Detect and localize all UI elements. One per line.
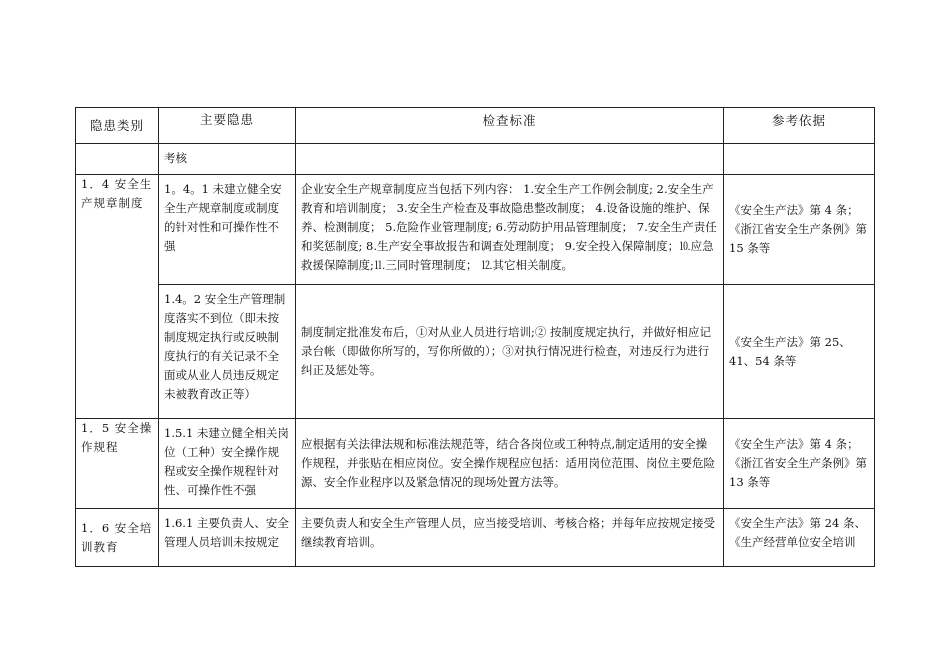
row-category-cell: 1．6 安全培训教育 xyxy=(76,509,159,567)
row-reference-cell: 《安全生产法》第 24 条、《生产经营单位安全培训 xyxy=(724,509,875,567)
header-reference-basis: 参考依据 xyxy=(724,108,875,144)
row-hazard-cell: 1.5.1 未建立健全相关岗位（工种）安全操作规程或安全操作规程针对性、可操作性不强 xyxy=(159,419,296,509)
row-hazard-cell: 考核 xyxy=(159,144,296,175)
table-row xyxy=(76,419,875,509)
row-hazard-cell: 1.6.1 主要负责人、安全管理人员培训未按规定 xyxy=(159,509,296,567)
row-standard-cell: 制度制定批准发布后，①对从业人员进行培训;② 按制度规定执行，并做好相应记录台帐（即做你所写的，写你所做的）；③对执行情况进行检查，对违反行为进行纠正及惩处等。 xyxy=(296,285,724,419)
row-standard-cell: 应根据有关法律法规和标准法规范等，结合各岗位或工种特点,制定适用的安全操作规程，并张贴在相应岗位。安全操作规程应包括：适用岗位范围、岗位主要危险源、安全作业程序以及紧急情况的现场处置方法等。 xyxy=(296,419,724,509)
row-hazard-cell: 1.4。2 安全生产管理制度落实不到位（即未按制度规定执行或反映制度执行的有关记录不全面或从业人员违反规定未被教育改正等） xyxy=(159,285,296,419)
row-standard-cell xyxy=(296,144,724,175)
row-reference-cell: 《安全生产法》第 25、41、54 条等 xyxy=(724,285,875,419)
row-standard-cell: 企业安全生产规章制度应当包括下列内容： 1.安全生产工作例会制度; 2.安全生产教育和培训制度； 3.安全生产检查及事故隐患整改制度； 4.设备设施的维护、保养、检测制度； 5.危险作业管理制度; 6.劳动防护用品管理制度； 7.安全生产责任和奖惩制度; 8.生产安全事故报告和调查处理制度； 9.安全投入保障制度；⒑应急救援保障制度;⒒三同时管理制度； ⒓其它相关制度。 xyxy=(296,175,724,285)
row-reference-cell xyxy=(724,144,875,175)
row-standard-cell: 主要负责人和安全生产管理人员，应当接受培训、考核合格；并每年应按规定接受继续教育培训。 xyxy=(296,509,724,567)
header-inspection-standard: 检查标准 xyxy=(296,108,724,144)
row-hazard-cell: 1。4。1 未建立健全安全生产规章制度或制度的针对性和可操作性不强 xyxy=(159,175,296,285)
table-row xyxy=(76,509,875,567)
row-category-cell: 1．4 安全生产规章制度 xyxy=(76,175,159,419)
row-category-cell xyxy=(76,144,159,175)
hazard-inspection-table xyxy=(75,107,875,567)
table-row xyxy=(76,175,875,285)
table-header-row xyxy=(76,108,875,144)
header-hazard-category: 隐患类别 xyxy=(76,108,159,144)
table-row xyxy=(76,285,875,419)
row-reference-cell: 《安全生产法》第 4 条；《浙江省安全生产条例》第 15 条等 xyxy=(724,175,875,285)
table-row xyxy=(76,144,875,175)
row-category-cell: 1．5 安全操作规程 xyxy=(76,419,159,509)
row-reference-cell: 《安全生产法》第 4 条；《浙江省安全生产条例》第 13 条等 xyxy=(724,419,875,509)
header-main-hazard: 主要隐患 xyxy=(159,108,296,144)
